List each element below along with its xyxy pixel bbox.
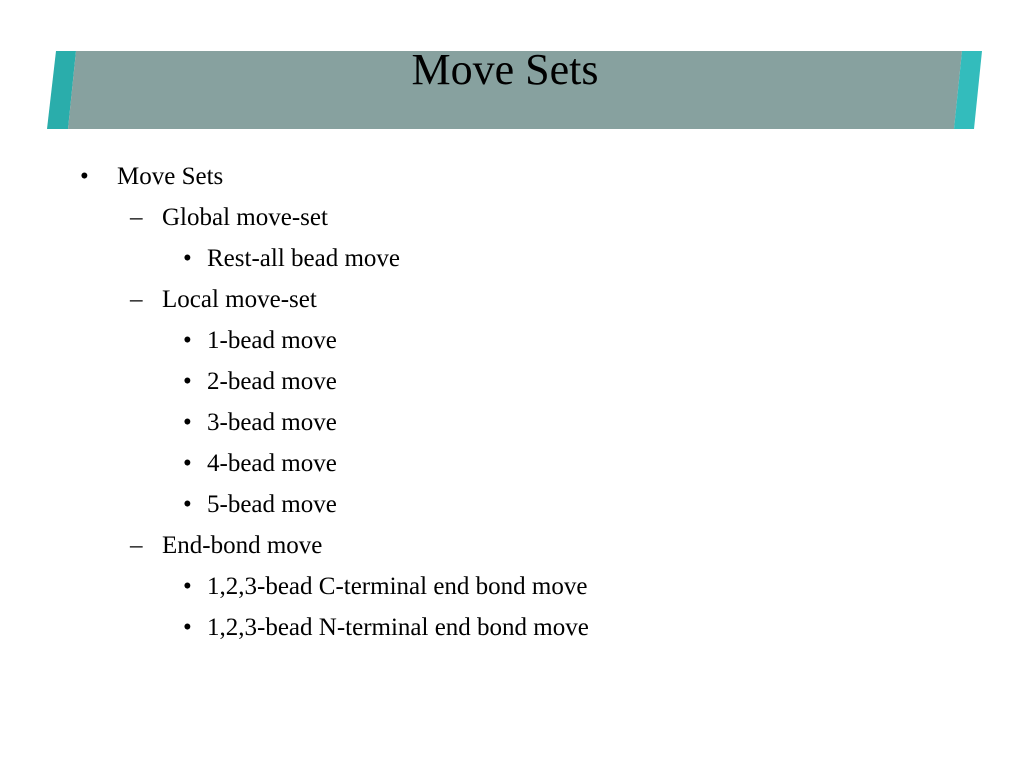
outline-item-text: Global move-set — [162, 204, 328, 231]
bullet-marker: • — [183, 368, 192, 395]
bullet-marker: • — [183, 327, 192, 354]
slide-title: Move Sets — [411, 45, 599, 94]
outline-item-level-1 — [0, 163, 1024, 197]
outline-item-level-3 — [0, 450, 1024, 484]
outline-item-level-3 — [0, 409, 1024, 443]
outline-item-level-3 — [0, 245, 1024, 279]
outline-item-text: 1-bead move — [207, 327, 337, 354]
outline-item-text: Move Sets — [117, 163, 224, 190]
outline-item-text: 1,2,3-bead C-terminal end bond move — [207, 573, 588, 600]
outline-item-level-3 — [0, 614, 1024, 648]
outline-item-level-2 — [0, 532, 1024, 566]
outline-item-text: 2-bead move — [207, 368, 337, 395]
dash-marker: – — [130, 532, 143, 559]
bullet-marker: • — [183, 573, 192, 600]
dash-marker: – — [130, 204, 143, 231]
outline-item-level-3 — [0, 327, 1024, 361]
dash-marker: – — [130, 286, 143, 313]
outline-item-text: Rest-all bead move — [207, 245, 400, 272]
outline-item-level-3 — [0, 573, 1024, 607]
bullet-marker: • — [183, 491, 192, 518]
outline-item-level-3 — [0, 491, 1024, 525]
bullet-marker: • — [183, 614, 192, 641]
bullet-marker: • — [183, 245, 192, 272]
outline-item-text: Local move-set — [162, 286, 317, 313]
outline-item-text: 1,2,3-bead N-terminal end bond move — [207, 614, 589, 641]
outline-item-text: 4-bead move — [207, 450, 337, 477]
outline-item-level-2 — [0, 204, 1024, 238]
bullet-marker: • — [80, 163, 89, 190]
outline-item-level-2 — [0, 286, 1024, 320]
outline-item-level-3 — [0, 368, 1024, 402]
bullet-marker: • — [183, 409, 192, 436]
outline-item-text: 3-bead move — [207, 409, 337, 436]
title-banner — [0, 0, 1024, 140]
outline-item-text: End-bond move — [162, 532, 323, 559]
bullet-marker: • — [183, 450, 192, 477]
outline-item-text: 5-bead move — [207, 491, 337, 518]
